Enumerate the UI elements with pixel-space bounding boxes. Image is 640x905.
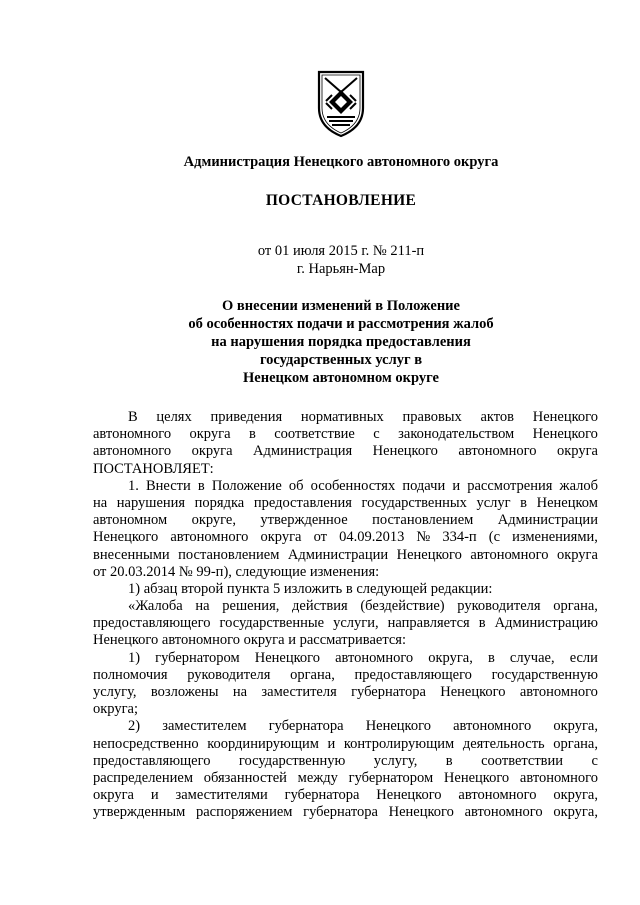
body-word: округа,: [553, 787, 598, 804]
body-word: соответствии: [481, 752, 564, 769]
body-word: рассмотрения: [467, 477, 553, 494]
body-word: заместителя: [261, 684, 337, 700]
body-word: актов: [480, 409, 515, 425]
body-line: [93, 736, 598, 753]
body-word: Администрацию: [494, 615, 598, 632]
body-word: губернатора: [303, 804, 378, 821]
body-word: округа: [93, 787, 134, 804]
body-word: государственные: [219, 615, 325, 632]
body-word: округа,: [553, 804, 598, 821]
body-word: органа,: [290, 666, 335, 683]
body-line: [93, 478, 598, 495]
body-word: если: [569, 649, 598, 666]
body-word: жалоб: [559, 477, 598, 494]
body-word: №: [416, 529, 431, 546]
body-word: соответствие: [274, 426, 355, 443]
body-word: на: [93, 494, 108, 511]
body-word: государственную: [238, 752, 346, 769]
body-word: (бездействие): [360, 598, 445, 615]
body-word: государственную: [491, 666, 598, 683]
document-type: ПОСТАНОВЛЕНИЕ: [265, 192, 417, 209]
body-word: действия: [292, 598, 348, 615]
body-word: в: [445, 752, 453, 769]
body-line: [93, 650, 598, 667]
body-word: направляется: [387, 615, 470, 632]
body-word: услугу,: [373, 752, 418, 769]
body-word: предоставляющего: [354, 666, 472, 683]
body-word: автономного: [453, 718, 532, 735]
body-word: Ненецкого: [254, 649, 321, 666]
document-date-number: от 01 июля 2015 г. № 211-п: [257, 243, 425, 259]
title-line: Ненецком автономном округе: [243, 370, 439, 386]
body-word: в: [197, 477, 205, 494]
document-body: [93, 409, 598, 822]
body-line: [93, 615, 598, 632]
body-word: автономного: [519, 769, 598, 786]
body-word: предоставления: [253, 494, 352, 511]
body-word: автономного: [458, 443, 537, 460]
body-word: постановлением: [178, 546, 280, 563]
body-line: [93, 718, 598, 735]
body-word: и: [150, 787, 159, 804]
body-word: В: [128, 409, 138, 425]
body-word: округа: [556, 443, 598, 460]
body-word: постановлением: [372, 512, 474, 529]
body-word: услугу,: [93, 684, 137, 700]
body-word: приведения: [210, 409, 283, 425]
body-word: округа,: [428, 649, 473, 666]
body-word: Ненецкого: [443, 769, 510, 786]
body-word: в: [478, 615, 486, 632]
body-word: изменениями,: [512, 529, 598, 546]
body-word: случае,: [509, 649, 555, 666]
body-word: между: [297, 769, 338, 786]
body-text: от 20.03.2014 № 99-п), следующие изменения:: [93, 563, 380, 580]
body-word: органа,: [553, 735, 598, 752]
body-word: внесенными: [93, 546, 170, 563]
body-word: услуги,: [333, 615, 379, 632]
body-word: Ненецкого: [376, 787, 442, 804]
coat-of-arms-icon: [313, 68, 369, 138]
body-word: автономного: [335, 649, 414, 666]
body-word: 2): [128, 718, 141, 735]
body-word: в: [520, 494, 528, 511]
body-word: руководителя: [457, 598, 541, 615]
body-word: Администрации: [287, 546, 389, 563]
body-word: Ненецкого: [372, 443, 438, 460]
body-word: особенностях: [310, 477, 396, 494]
body-word: государственных: [361, 494, 467, 511]
body-line: [93, 443, 598, 460]
body-line: [93, 598, 598, 615]
body-word: обязанностей: [203, 769, 287, 786]
body-line: [93, 426, 598, 443]
body-line: [93, 409, 598, 426]
body-word: в: [487, 649, 495, 666]
title-line: государственных услуг в: [259, 352, 423, 368]
body-word: «Жалоба: [128, 598, 183, 615]
body-word: округе,: [191, 512, 236, 529]
body-word: Ненецкого: [532, 426, 598, 443]
body-text: ПОСТАНОВЛЯЕТ:: [93, 460, 214, 477]
body-word: автономного: [93, 443, 172, 460]
body-word: подачи: [402, 477, 446, 494]
body-line: [93, 753, 598, 770]
body-word: и: [327, 735, 336, 752]
body-word: автономного: [170, 529, 249, 546]
body-word: с: [373, 426, 380, 443]
body-word: губернатором: [348, 769, 434, 786]
body-word: целях: [156, 409, 192, 425]
document-title: [0, 297, 640, 387]
body-word: решения,: [222, 598, 280, 615]
body-word: округа: [189, 426, 231, 443]
body-word: утвержденное: [260, 512, 348, 529]
body-word: Администрация: [253, 443, 353, 460]
body-word: деятельность: [462, 735, 545, 752]
body-word: губернатором: [155, 649, 240, 666]
title-line: об особенностях подачи и рассмотрения жалоб: [188, 316, 494, 332]
body-word: распределением: [93, 769, 193, 786]
body-line: [93, 581, 598, 598]
body-word: порядка: [194, 494, 245, 511]
body-word: 04.09.2013: [339, 529, 405, 546]
body-word: контролирующим: [343, 735, 455, 752]
body-word: Внести: [146, 477, 191, 494]
body-word: с: [591, 752, 598, 769]
body-text: Ненецкого автономного округа и рассматривается:: [93, 632, 406, 649]
body-word: Администрации: [497, 512, 598, 529]
body-word: 1.: [128, 477, 139, 494]
body-word: (с: [488, 529, 500, 546]
body-word: округа: [556, 546, 598, 563]
body-word: в: [248, 426, 256, 443]
body-word: автономного: [519, 684, 598, 700]
body-line: [93, 461, 598, 478]
body-word: автономного: [464, 804, 543, 821]
body-line: [93, 787, 598, 804]
body-line: [93, 564, 598, 581]
body-word: автономного: [458, 787, 537, 804]
body-word: предоставляющего: [93, 752, 211, 769]
body-word: Ненецкого: [532, 409, 598, 425]
body-word: автономного: [470, 546, 549, 563]
body-word: заместителем: [162, 718, 247, 735]
organization-name: Администрация Ненецкого автономного округа: [183, 154, 499, 170]
body-word: Ненецкого: [396, 546, 462, 563]
title-line: на нарушения порядка предоставления: [211, 334, 471, 350]
document-city: г. Нарьян-Мар: [296, 261, 386, 277]
body-word: автономного: [93, 426, 172, 443]
body-text: 1) абзац второй пункта 5 изложить в следующей редакции:: [128, 580, 493, 597]
body-word: на: [195, 598, 210, 615]
body-word: Ненецкого: [440, 684, 506, 700]
body-word: утвержденным: [93, 804, 186, 821]
body-word: Ненецкого: [365, 718, 431, 735]
body-word: округа: [191, 443, 233, 460]
body-word: правовых: [402, 409, 462, 425]
body-line: [93, 495, 598, 512]
body-word: Ненецкого: [93, 529, 159, 546]
body-word: губернатора: [268, 718, 344, 735]
body-word: услуг: [476, 494, 511, 511]
body-word: полномочия: [93, 666, 168, 683]
body-word: Ненецкого: [388, 804, 454, 821]
body-word: автономном: [93, 512, 168, 529]
body-word: 334-п: [442, 529, 477, 546]
body-word: на: [232, 684, 248, 700]
body-line: [93, 667, 598, 684]
body-line: [93, 632, 598, 649]
body-word: округа,: [553, 718, 598, 735]
body-word: возложены: [150, 684, 219, 700]
body-line: [93, 804, 598, 821]
body-word: нормативных: [300, 409, 384, 425]
body-word: распоряжением: [196, 804, 293, 821]
body-word: губернатора: [284, 787, 360, 804]
body-line: [93, 547, 598, 564]
body-line: [93, 701, 598, 718]
body-word: координирующим: [207, 735, 319, 752]
body-word: 1): [128, 649, 141, 666]
body-word: и: [452, 477, 461, 494]
body-word: законодательством: [398, 426, 515, 443]
body-word: губернатора: [351, 684, 426, 700]
body-word: заместителями: [175, 787, 268, 804]
body-word: округа: [260, 529, 302, 546]
body-word: руководителя: [187, 666, 271, 683]
body-word: предоставляющего: [93, 615, 211, 632]
body-text: округа;: [93, 701, 139, 718]
body-word: от: [313, 529, 327, 546]
body-line: [93, 770, 598, 787]
body-line: [93, 684, 598, 701]
body-line: [93, 529, 598, 546]
body-word: об: [288, 477, 304, 494]
body-word: органа,: [553, 598, 598, 615]
body-word: Ненецком: [536, 494, 598, 511]
body-word: Положение: [211, 477, 282, 494]
body-line: [93, 512, 598, 529]
body-word: нарушения: [116, 494, 186, 511]
body-word: непосредственно: [93, 735, 199, 752]
title-line: О внесении изменений в Положение: [222, 298, 460, 314]
